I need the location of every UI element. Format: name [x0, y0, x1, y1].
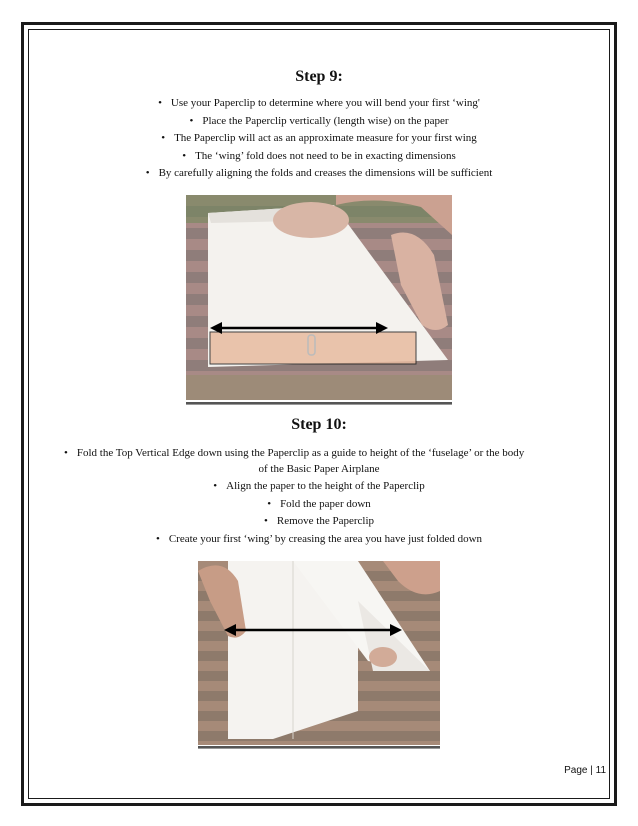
list-item: of the Basic Paper Airplane — [258, 462, 380, 475]
photo-underline — [198, 746, 440, 749]
page-number: Page | 11 — [564, 765, 606, 776]
photo-underline — [186, 402, 452, 405]
step-10-bullet-list — [40, 445, 598, 548]
list-item: • Remove the Paperclip — [264, 515, 374, 527]
step-9-photo — [186, 195, 452, 400]
step-9-bullet-list — [40, 95, 598, 183]
list-item: • Use your Paperclip to determine where you will bend your first ‘wing' — [158, 97, 480, 109]
list-item: • Align the paper to the height of the Paperclip — [213, 480, 425, 492]
list-item: • The ‘wing’ fold does not need to be in exacting dimensions — [182, 149, 456, 162]
step-9-heading: Step 9: — [295, 68, 343, 85]
list-item: • Place the Paperclip vertically (length wise) on the paper — [189, 114, 449, 127]
list-item: • Create your first ‘wing’ by creasing the area you have just folded down — [155, 532, 483, 545]
list-item: • Fold the Top Vertical Edge down using the Paperclip as a guide to height of the ‘fuselage’ or the body — [64, 447, 525, 459]
list-item: • The Paperclip will act as an approximate measure for your first wing — [161, 132, 477, 144]
step-10-heading: Step 10: — [291, 416, 347, 433]
step-10-photo — [198, 561, 440, 745]
list-item: • By carefully aligning the folds and creases the dimensions will be sufficient — [145, 167, 493, 179]
list-item: • Fold the paper down — [267, 497, 371, 510]
